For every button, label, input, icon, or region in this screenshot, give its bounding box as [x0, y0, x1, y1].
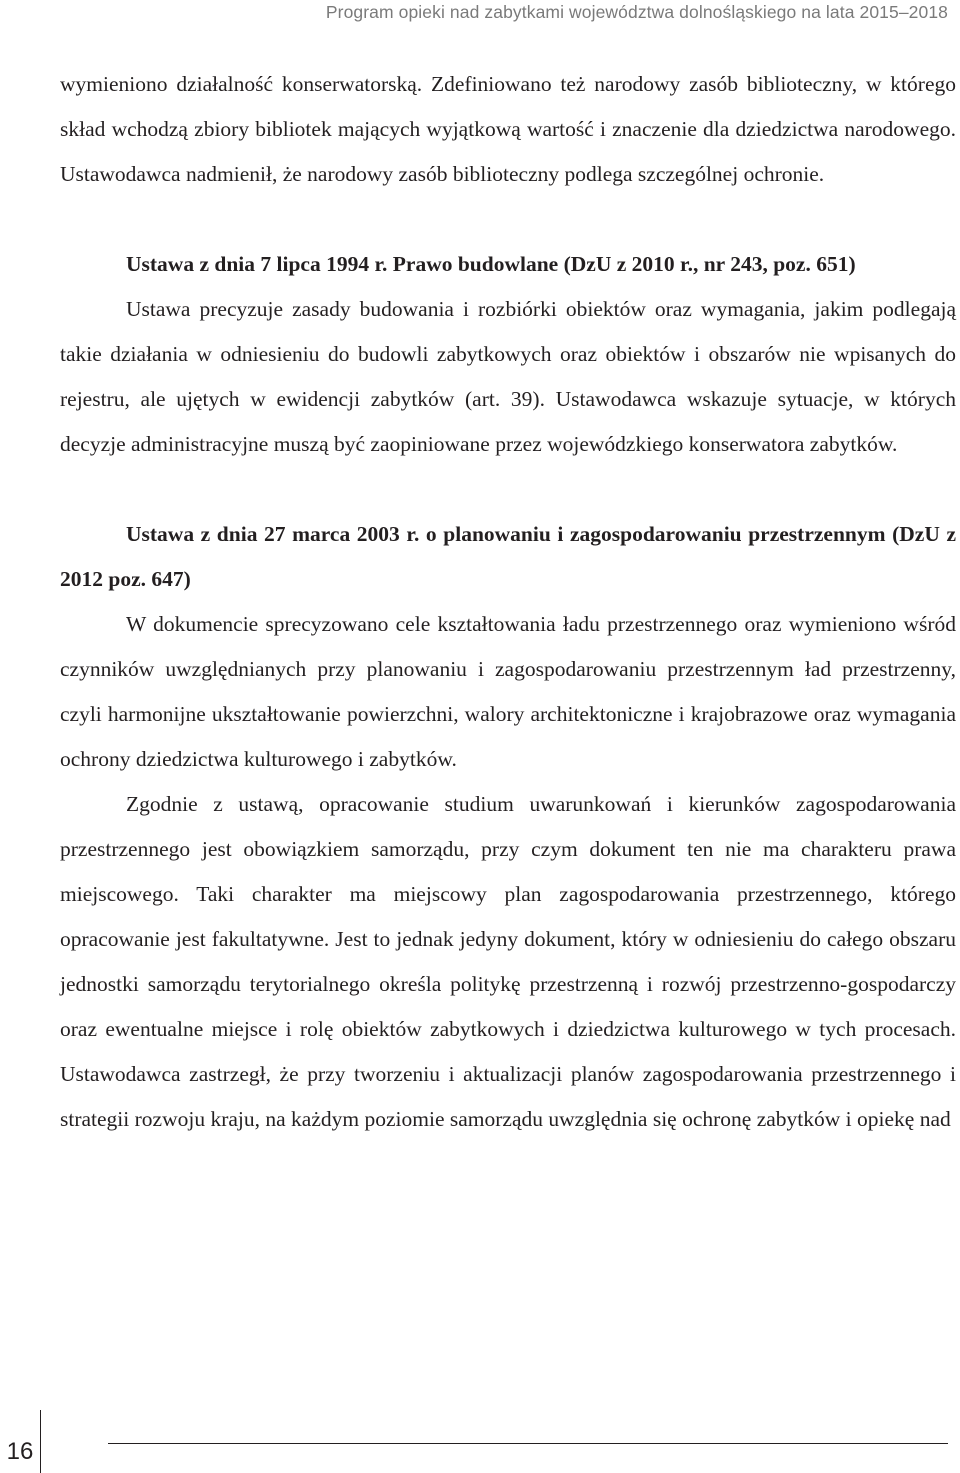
document-body [60, 62, 956, 1142]
continued-paragraph: wymieniono działalność konserwatorską. Zdefiniowano też narodowy zasób biblioteczny, w którego skład wchodzą zbiory bibliotek mających wyjątkową wartość i znaczenie dla dziedzictwa narodowego. Ustawodawca nadmienił, że narodowy zasób biblioteczny podlega szczególnej ochronie. [60, 72, 956, 186]
section-body-prawo-budowlane: Ustawa precyzuje zasady budowania i rozbiórki obiektów oraz wymagania, jakim podlegają takie działania w odniesieniu do budowli zabytkowych oraz obiektów i obszarów nie wpisanych do rejestru, ale ujętych w ewidencji zabytków (art. 39). Ustawodawca wskazuje sytuacje, w których decyzje administracyjne muszą być zaopiniowane przez wojewódzkiego konserwatora zabytków. [60, 297, 956, 456]
section-body-planowanie-paragraph-1: W dokumencie sprecyzowano cele kształtowania ładu przestrzennego oraz wymieniono wśród czynników uwzględnianych przy planowaniu i zagospodarowaniu przestrzennym ład przestrzenny, czyli harmonijne ukształtowanie powierzchni, walory architektoniczne i krajobrazowe oraz wymagania ochrony dziedzictwa kulturowego i zabytków. [60, 612, 956, 771]
section-heading-prawo-budowlane: Ustawa z dnia 7 lipca 1994 r. Prawo budowlane (DzU z 2010 r., nr 243, poz. 651) [126, 252, 856, 276]
section-heading-planowanie-przestrzenne: Ustawa z dnia 27 marca 2003 r. o planowaniu i zagospodarowaniu przestrzennym (DzU z 2012 poz. 647) [60, 522, 956, 591]
footer-rule [108, 1443, 948, 1444]
page-number: 16 [6, 1438, 34, 1465]
section-body-planowanie-paragraph-2: Zgodnie z ustawą, opracowanie studium uwarunkowań i kierunków zagospodarowania przestrzennego jest obowiązkiem samorządu, przy czym dokument ten nie ma charakteru prawa miejscowego. Taki charakter ma miejscowy plan zagospodarowania przestrzennego, którego opracowanie jest fakultatywne. Jest to jednak jedyny dokument, który w odniesieniu do całego obszaru jednostki samorządu terytorialnego określa politykę przestrzenną i rozwój przestrzenno-gospodarczy oraz ewentualne miejsce i rolę obiektów zabytkowych i dziedzictwa kulturowego w tych procesach. Ustawodawca zastrzegł, że przy tworzeniu i aktualizacji planów zagospodarowania przestrzennego i strategii rozwoju kraju, na każdym poziomie samorządu uwzględnia się ochronę zabytków i opiekę nad [60, 792, 956, 1131]
running-header: Program opieki nad zabytkami województwa dolnośląskiego na lata 2015–2018 [325, 2, 948, 22]
page-number-divider [40, 1410, 41, 1473]
